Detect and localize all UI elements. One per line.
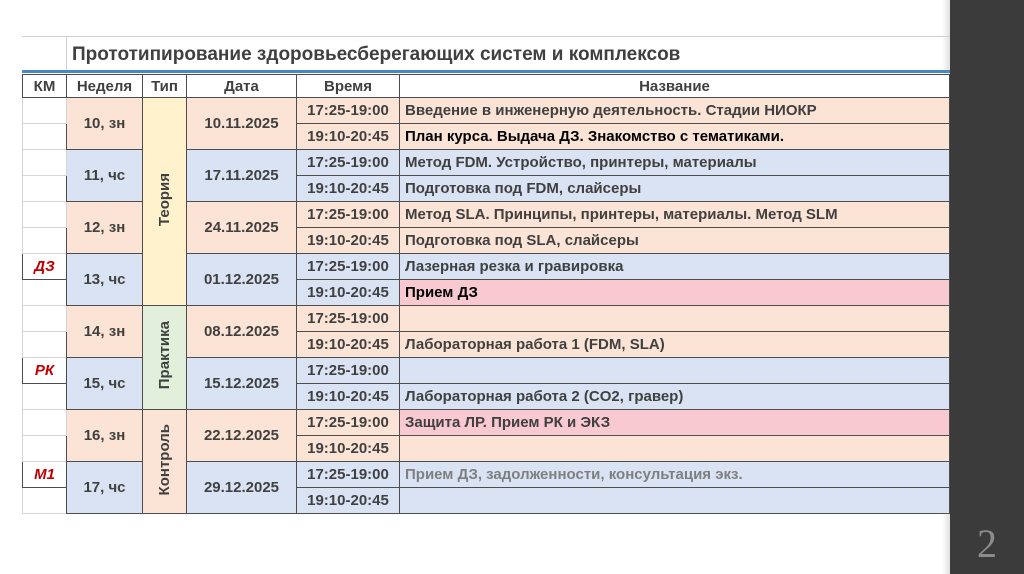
km-cell <box>23 280 67 306</box>
time-cell: 17:25-19:00 <box>297 98 400 124</box>
time-cell: 19:10-20:45 <box>297 436 400 462</box>
table-row <box>23 306 950 332</box>
type-practice-cell <box>143 306 187 410</box>
date-cell: 29.12.2025 <box>187 462 297 514</box>
week-cell: 10, зн <box>67 98 143 150</box>
week-cell: 15, чс <box>67 358 143 410</box>
km-cell <box>23 410 67 436</box>
week-cell: 12, зн <box>67 202 143 254</box>
time-cell: 19:10-20:45 <box>297 280 400 306</box>
lesson-name-cell <box>400 436 950 462</box>
header-row <box>23 75 950 98</box>
week-cell: 13, чс <box>67 254 143 306</box>
km-cell: ДЗ <box>23 254 67 280</box>
km-cell <box>23 228 67 254</box>
lesson-name-cell: Защита ЛР. Прием РК и ЭКЗ <box>400 410 950 436</box>
lesson-name-cell: Подготовка под FDM, слайсеры <box>400 176 950 202</box>
lesson-name-cell: Лабораторная работа 1 (FDM, SLA) <box>400 332 950 358</box>
date-cell: 24.11.2025 <box>187 202 297 254</box>
type-control-label: Контроль <box>156 423 173 496</box>
date-cell: 15.12.2025 <box>187 358 297 410</box>
km-cell <box>23 150 67 176</box>
slide-title: Прототипирование здоровьесберегающих систем и комплексов <box>72 44 681 65</box>
type-theory-cell <box>143 98 187 306</box>
table-row <box>23 410 950 436</box>
lesson-name-cell: Прием ДЗ <box>400 280 950 306</box>
km-cell <box>23 306 67 332</box>
date-cell: 10.11.2025 <box>187 98 297 150</box>
header-name: Название <box>400 75 950 98</box>
schedule-table <box>22 74 950 514</box>
km-cell <box>23 98 67 124</box>
schedule-body <box>23 98 950 514</box>
time-cell: 19:10-20:45 <box>297 228 400 254</box>
time-cell: 17:25-19:00 <box>297 410 400 436</box>
week-cell: 17, чс <box>67 462 143 514</box>
header-time: Время <box>297 75 400 98</box>
km-cell <box>23 436 67 462</box>
km-cell <box>23 488 67 514</box>
lesson-name-cell: Прием ДЗ, задолженности, консультация экз. <box>400 462 950 488</box>
type-theory-label: Теория <box>156 172 173 227</box>
time-cell: 19:10-20:45 <box>297 488 400 514</box>
date-cell: 17.11.2025 <box>187 150 297 202</box>
lesson-name-cell: Введение в инженерную деятельность. Стадии НИОКР <box>400 98 950 124</box>
time-cell: 17:25-19:00 <box>297 202 400 228</box>
lesson-name-cell: Лазерная резка и гравировка <box>400 254 950 280</box>
type-practice-label: Практика <box>156 321 173 390</box>
lesson-name-cell: Метод FDM. Устройство, принтеры, материалы <box>400 150 950 176</box>
km-cell <box>23 332 67 358</box>
lesson-name-cell: Метод SLA. Принципы, принтеры, материалы. Метод SLM <box>400 202 950 228</box>
km-cell <box>23 202 67 228</box>
title-bar <box>22 36 950 71</box>
lesson-name-cell <box>400 306 950 332</box>
week-cell: 16, зн <box>67 410 143 462</box>
table-row <box>23 98 950 124</box>
km-cell <box>23 384 67 410</box>
time-cell: 19:10-20:45 <box>297 124 400 150</box>
time-cell: 17:25-19:00 <box>297 254 400 280</box>
time-cell: 17:25-19:00 <box>297 462 400 488</box>
time-cell: 19:10-20:45 <box>297 176 400 202</box>
km-cell <box>23 124 67 150</box>
header-week: Неделя <box>67 75 143 98</box>
header-type: Тип <box>143 75 187 98</box>
title-gutter <box>22 37 67 71</box>
date-cell: 22.12.2025 <box>187 410 297 462</box>
time-cell: 19:10-20:45 <box>297 332 400 358</box>
time-cell: 17:25-19:00 <box>297 150 400 176</box>
week-cell: 11, чс <box>67 150 143 202</box>
lesson-name-cell <box>400 488 950 514</box>
time-cell: 17:25-19:00 <box>297 306 400 332</box>
page-number: 2 <box>977 521 997 566</box>
header-km: КМ <box>23 75 67 98</box>
km-cell: М1 <box>23 462 67 488</box>
lesson-name-cell: Лабораторная работа 2 (CO2, гравер) <box>400 384 950 410</box>
km-cell <box>23 176 67 202</box>
type-control-cell <box>143 410 187 514</box>
lesson-name-cell <box>400 358 950 384</box>
date-cell: 08.12.2025 <box>187 306 297 358</box>
time-cell: 19:10-20:45 <box>297 384 400 410</box>
header-date: Дата <box>187 75 297 98</box>
lesson-name-cell: Подготовка под SLA, слайсеры <box>400 228 950 254</box>
date-cell: 01.12.2025 <box>187 254 297 306</box>
time-cell: 17:25-19:00 <box>297 358 400 384</box>
km-cell: РК <box>23 358 67 384</box>
title-underline <box>22 70 950 73</box>
right-sidebar <box>950 0 1024 574</box>
lesson-name-cell: План курса. Выдача ДЗ. Знакомство с тематиками. <box>400 124 950 150</box>
week-cell: 14, зн <box>67 306 143 358</box>
